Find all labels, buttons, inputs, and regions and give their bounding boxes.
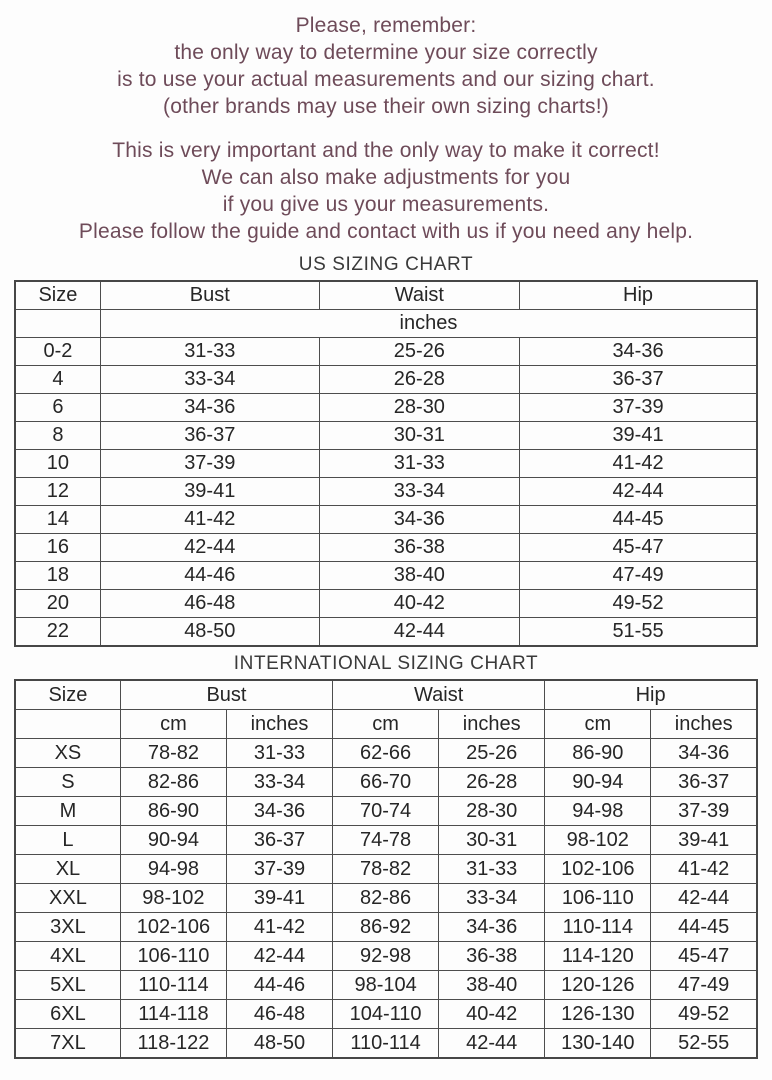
- table-header-row: [15, 680, 757, 710]
- hip-cm-cell: 110-114: [545, 913, 651, 942]
- intro-line: if you give us your measurements.: [222, 193, 550, 216]
- waist-cm-cell: 74-78: [333, 826, 439, 855]
- bust-inches-cell: 34-36: [226, 797, 332, 826]
- table-row: [15, 1000, 757, 1029]
- unit-row: [15, 710, 757, 739]
- column-header-hip: Hip: [520, 281, 757, 310]
- column-header-waist: Waist: [333, 680, 545, 710]
- bust-cm-cell: 114-118: [120, 1000, 226, 1029]
- size-cell: 6: [15, 394, 100, 422]
- waist-cell: 40-42: [319, 590, 519, 618]
- size-cell: M: [15, 797, 120, 826]
- bust-inches-cell: 41-42: [226, 913, 332, 942]
- bust-cm-cell: 98-102: [120, 884, 226, 913]
- bust-cm-cell: 82-86: [120, 768, 226, 797]
- waist-cell: 26-28: [319, 366, 519, 394]
- waist-cell: 28-30: [319, 394, 519, 422]
- waist-cm-cell: 66-70: [333, 768, 439, 797]
- hip-cell: 34-36: [520, 338, 757, 366]
- size-cell: 18: [15, 562, 100, 590]
- unit-cell-cm: cm: [545, 710, 651, 739]
- hip-cm-cell: 120-126: [545, 971, 651, 1000]
- table-row: [15, 797, 757, 826]
- size-cell: 5XL: [15, 971, 120, 1000]
- bust-inches-cell: 31-33: [226, 739, 332, 768]
- waist-inches-cell: 36-38: [439, 942, 545, 971]
- bust-cell: 36-37: [100, 422, 319, 450]
- table-row: [15, 618, 757, 647]
- column-header-waist: Waist: [319, 281, 519, 310]
- table-row: [15, 855, 757, 884]
- bust-cm-cell: 106-110: [120, 942, 226, 971]
- bust-inches-cell: 48-50: [226, 1029, 332, 1059]
- bust-cell: 31-33: [100, 338, 319, 366]
- waist-cm-cell: 78-82: [333, 855, 439, 884]
- table-row: [15, 366, 757, 394]
- table-row: [15, 768, 757, 797]
- hip-inches-cell: 34-36: [651, 739, 757, 768]
- empty-cell: [15, 710, 120, 739]
- hip-cell: 41-42: [520, 450, 757, 478]
- table-row: [15, 338, 757, 366]
- column-header-bust: Bust: [100, 281, 319, 310]
- waist-inches-cell: 30-31: [439, 826, 545, 855]
- intro-line: We can also make adjustments for you: [201, 166, 571, 189]
- hip-cell: 47-49: [520, 562, 757, 590]
- bust-cm-cell: 78-82: [120, 739, 226, 768]
- bust-cell: 46-48: [100, 590, 319, 618]
- waist-cm-cell: 86-92: [333, 913, 439, 942]
- unit-row: [15, 310, 757, 338]
- table-row: [15, 534, 757, 562]
- waist-cell: 42-44: [319, 618, 519, 647]
- hip-cm-cell: 98-102: [545, 826, 651, 855]
- size-cell: 8: [15, 422, 100, 450]
- waist-cm-cell: 98-104: [333, 971, 439, 1000]
- hip-inches-cell: 37-39: [651, 797, 757, 826]
- waist-inches-cell: 28-30: [439, 797, 545, 826]
- bust-inches-cell: 33-34: [226, 768, 332, 797]
- hip-cm-cell: 102-106: [545, 855, 651, 884]
- hip-inches-cell: 52-55: [651, 1029, 757, 1059]
- size-cell: XL: [15, 855, 120, 884]
- size-cell: 14: [15, 506, 100, 534]
- bust-cm-cell: 94-98: [120, 855, 226, 884]
- waist-cm-cell: 62-66: [333, 739, 439, 768]
- hip-inches-cell: 41-42: [651, 855, 757, 884]
- bust-cell: 48-50: [100, 618, 319, 647]
- waist-inches-cell: 40-42: [439, 1000, 545, 1029]
- us-chart-title: US SIZING CHART: [298, 254, 474, 275]
- bust-inches-cell: 36-37: [226, 826, 332, 855]
- waist-cell: 31-33: [319, 450, 519, 478]
- unit-cell-inches: inches: [651, 710, 757, 739]
- table-row: [15, 942, 757, 971]
- size-cell: XXL: [15, 884, 120, 913]
- hip-cm-cell: 90-94: [545, 768, 651, 797]
- table-row: [15, 478, 757, 506]
- hip-cm-cell: 114-120: [545, 942, 651, 971]
- us-table-body: [15, 338, 757, 647]
- hip-cell: 45-47: [520, 534, 757, 562]
- hip-inches-cell: 45-47: [651, 942, 757, 971]
- size-cell: 4XL: [15, 942, 120, 971]
- bust-cm-cell: 102-106: [120, 913, 226, 942]
- bust-cm-cell: 90-94: [120, 826, 226, 855]
- international-sizing-table: [14, 679, 758, 1059]
- waist-cell: 38-40: [319, 562, 519, 590]
- intro-line: the only way to determine your size correctly: [174, 41, 598, 64]
- waist-inches-cell: 31-33: [439, 855, 545, 884]
- bust-cell: 34-36: [100, 394, 319, 422]
- waist-cell: 34-36: [319, 506, 519, 534]
- size-cell: 12: [15, 478, 100, 506]
- size-cell: 7XL: [15, 1029, 120, 1059]
- table-row: [15, 913, 757, 942]
- intl-table-body: [15, 739, 757, 1059]
- table-row: [15, 590, 757, 618]
- empty-cell: [15, 310, 100, 338]
- hip-inches-cell: 42-44: [651, 884, 757, 913]
- table-row: [15, 450, 757, 478]
- bust-cell: 44-46: [100, 562, 319, 590]
- bust-cell: 33-34: [100, 366, 319, 394]
- unit-cell-cm: cm: [120, 710, 226, 739]
- unit-cell-inches: inches: [439, 710, 545, 739]
- table-header-row: [15, 281, 757, 310]
- waist-cm-cell: 92-98: [333, 942, 439, 971]
- size-cell: 20: [15, 590, 100, 618]
- waist-cm-cell: 82-86: [333, 884, 439, 913]
- waist-inches-cell: 33-34: [439, 884, 545, 913]
- hip-inches-cell: 47-49: [651, 971, 757, 1000]
- bust-inches-cell: 44-46: [226, 971, 332, 1000]
- hip-cm-cell: 106-110: [545, 884, 651, 913]
- size-cell: 4: [15, 366, 100, 394]
- waist-cm-cell: 70-74: [333, 797, 439, 826]
- intro-note: [0, 0, 772, 245]
- bust-inches-cell: 46-48: [226, 1000, 332, 1029]
- hip-inches-cell: 39-41: [651, 826, 757, 855]
- size-cell: 16: [15, 534, 100, 562]
- bust-cm-cell: 110-114: [120, 971, 226, 1000]
- hip-cell: 49-52: [520, 590, 757, 618]
- table-row: [15, 884, 757, 913]
- size-cell: 3XL: [15, 913, 120, 942]
- waist-inches-cell: 34-36: [439, 913, 545, 942]
- bust-cell: 41-42: [100, 506, 319, 534]
- intro-line: (other brands may use their own sizing charts!): [163, 95, 609, 118]
- size-cell: 10: [15, 450, 100, 478]
- table-row: [15, 971, 757, 1000]
- bust-inches-cell: 37-39: [226, 855, 332, 884]
- table-row: [15, 506, 757, 534]
- waist-cell: 36-38: [319, 534, 519, 562]
- size-cell: XS: [15, 739, 120, 768]
- waist-cell: 33-34: [319, 478, 519, 506]
- us-sizing-table: [14, 280, 758, 647]
- intl-chart-title: INTERNATIONAL SIZING CHART: [233, 653, 539, 674]
- unit-cell: inches: [100, 310, 757, 338]
- table-row: [15, 394, 757, 422]
- size-cell: 6XL: [15, 1000, 120, 1029]
- hip-cell: 51-55: [520, 618, 757, 647]
- column-header-bust: Bust: [120, 680, 332, 710]
- intro-line: Please follow the guide and contact with us if you need any help.: [78, 220, 694, 243]
- intro-line: Please, remember:: [295, 14, 477, 37]
- size-cell: L: [15, 826, 120, 855]
- hip-cell: 39-41: [520, 422, 757, 450]
- waist-inches-cell: 38-40: [439, 971, 545, 1000]
- hip-cell: 36-37: [520, 366, 757, 394]
- waist-inches-cell: 26-28: [439, 768, 545, 797]
- table-row: [15, 422, 757, 450]
- bust-cell: 37-39: [100, 450, 319, 478]
- hip-inches-cell: 49-52: [651, 1000, 757, 1029]
- bust-inches-cell: 39-41: [226, 884, 332, 913]
- waist-cm-cell: 110-114: [333, 1029, 439, 1059]
- column-header-hip: Hip: [545, 680, 757, 710]
- hip-cm-cell: 94-98: [545, 797, 651, 826]
- hip-inches-cell: 36-37: [651, 768, 757, 797]
- waist-cm-cell: 104-110: [333, 1000, 439, 1029]
- unit-cell-inches: inches: [226, 710, 332, 739]
- bust-inches-cell: 42-44: [226, 942, 332, 971]
- intro-line: is to use your actual measurements and our sizing chart.: [117, 68, 655, 91]
- hip-cm-cell: 86-90: [545, 739, 651, 768]
- bust-cm-cell: 86-90: [120, 797, 226, 826]
- hip-cell: 44-45: [520, 506, 757, 534]
- size-cell: 0-2: [15, 338, 100, 366]
- bust-cell: 39-41: [100, 478, 319, 506]
- table-row: [15, 826, 757, 855]
- bust-cell: 42-44: [100, 534, 319, 562]
- intro-line: This is very important and the only way to make it correct!: [112, 139, 660, 162]
- waist-inches-cell: 42-44: [439, 1029, 545, 1059]
- table-row: [15, 1029, 757, 1059]
- waist-cell: 30-31: [319, 422, 519, 450]
- size-cell: S: [15, 768, 120, 797]
- hip-inches-cell: 44-45: [651, 913, 757, 942]
- hip-cm-cell: 130-140: [545, 1029, 651, 1059]
- column-header-size: Size: [15, 281, 100, 310]
- hip-cell: 42-44: [520, 478, 757, 506]
- hip-cm-cell: 126-130: [545, 1000, 651, 1029]
- table-row: [15, 562, 757, 590]
- column-header-size: Size: [15, 680, 120, 710]
- paragraph-gap: [0, 120, 772, 137]
- waist-cell: 25-26: [319, 338, 519, 366]
- waist-inches-cell: 25-26: [439, 739, 545, 768]
- size-cell: 22: [15, 618, 100, 647]
- unit-cell-cm: cm: [333, 710, 439, 739]
- hip-cell: 37-39: [520, 394, 757, 422]
- table-row: [15, 739, 757, 768]
- bust-cm-cell: 118-122: [120, 1029, 226, 1059]
